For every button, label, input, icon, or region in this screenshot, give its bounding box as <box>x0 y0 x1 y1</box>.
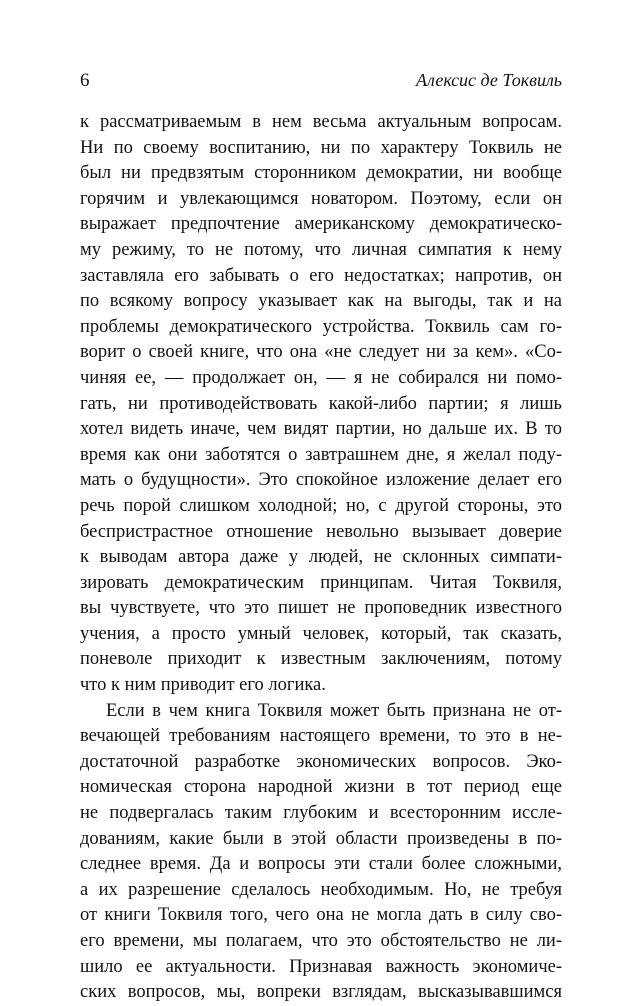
text-line: мать о будущности». Это спокойное изложение делает его <box>80 470 562 491</box>
paragraph-2 <box>80 699 562 1006</box>
text-line: заставляла его забывать о его недостатках; напротив, он <box>80 265 562 286</box>
text-line: к выводам автора даже у людей, не склонных симпати- <box>80 547 562 568</box>
text-line: зировать демократическим принципам. Читая Токвиля, <box>80 572 562 593</box>
body-text <box>80 110 562 1006</box>
page-number: 6 <box>80 70 90 91</box>
text-line: Ни по своему воспитанию, ни по характеру Токвиль не <box>80 137 562 158</box>
text-line: речь порой слишком холодной; но, с другой стороны, это <box>80 495 562 516</box>
text-line: ских вопросов, мы, вопреки взглядам, высказывавшимся <box>80 982 562 1003</box>
text-line: достаточной разработке экономических вопросов. Эко- <box>80 751 562 772</box>
text-line: вечающей требованиям настоящего времени, то это в не- <box>80 726 562 747</box>
text-line: чиняя ее, — продолжает он, — я не собирался ни помо- <box>80 367 562 388</box>
text-line: му режиму, то не потому, что личная симпатия к нему <box>80 239 562 260</box>
text-line: его времени, мы полагаем, что это обстоятельство не ли- <box>80 931 562 951</box>
text-line: хотел видеть иначе, чем видят партии, но дальше их. В то <box>80 419 562 440</box>
text-line: время как они заботятся о завтрашнем дне, я желал поду- <box>80 444 562 465</box>
text-line: Если в чем книга Токвиля может быть признана не от- <box>106 700 562 721</box>
text-line: от книги Токвиля того, чего она не могла дать в силу сво- <box>80 905 562 926</box>
running-head <box>80 70 562 94</box>
text-line: номическая сторона народной жизни в тот период еще <box>80 777 562 798</box>
text-line: был ни предвзятым сторонником демократии, ни вообще <box>80 163 562 184</box>
text-line: вы чувствуете, что это пишет не проповедник известного <box>80 598 562 619</box>
text-line: горячим и увлекающимся новатором. Поэтому, если он <box>80 188 562 209</box>
text-line: проблемы демократического устройства. Токвиль сам го- <box>80 316 562 337</box>
text-line: гать, ни противодействовать какой-либо партии; я лишь <box>80 393 562 414</box>
text-line: шило ее актуальности. Признавая важность экономиче- <box>80 956 562 977</box>
paragraph-1 <box>80 110 562 699</box>
text-line: ворит о своей книге, что она «не следует ни за кем». «Со- <box>80 342 562 363</box>
text-line: следнее время. Да и вопросы эти стали более сложными, <box>80 854 562 875</box>
text-line: учения, а просто умный человек, который, так сказать, <box>80 623 562 644</box>
text-line: по всякому вопросу указывает как на выгоды, так и на <box>80 291 562 312</box>
text-line: к рассматриваемым в нем весьма актуальным вопросам. <box>80 112 562 132</box>
running-title: Алексис де Токвиль <box>416 70 562 90</box>
text-line: дованиям, какие были в этой области произведены в по- <box>80 828 562 849</box>
text-line: не подвергалась таким глубоким и всесторонним иссле- <box>80 803 562 824</box>
text-line: выражает предпочтение американскому демократическо- <box>80 214 562 235</box>
text-line: поневоле приходит к известным заключениям, потому <box>80 649 562 670</box>
text-line: что к ним приводит его логика. <box>80 675 326 696</box>
text-line: беспристрастное отношение невольно вызывает доверие <box>80 521 562 542</box>
text-line: а их разрешение сделалось необходимым. Но, не требуя <box>80 879 562 900</box>
